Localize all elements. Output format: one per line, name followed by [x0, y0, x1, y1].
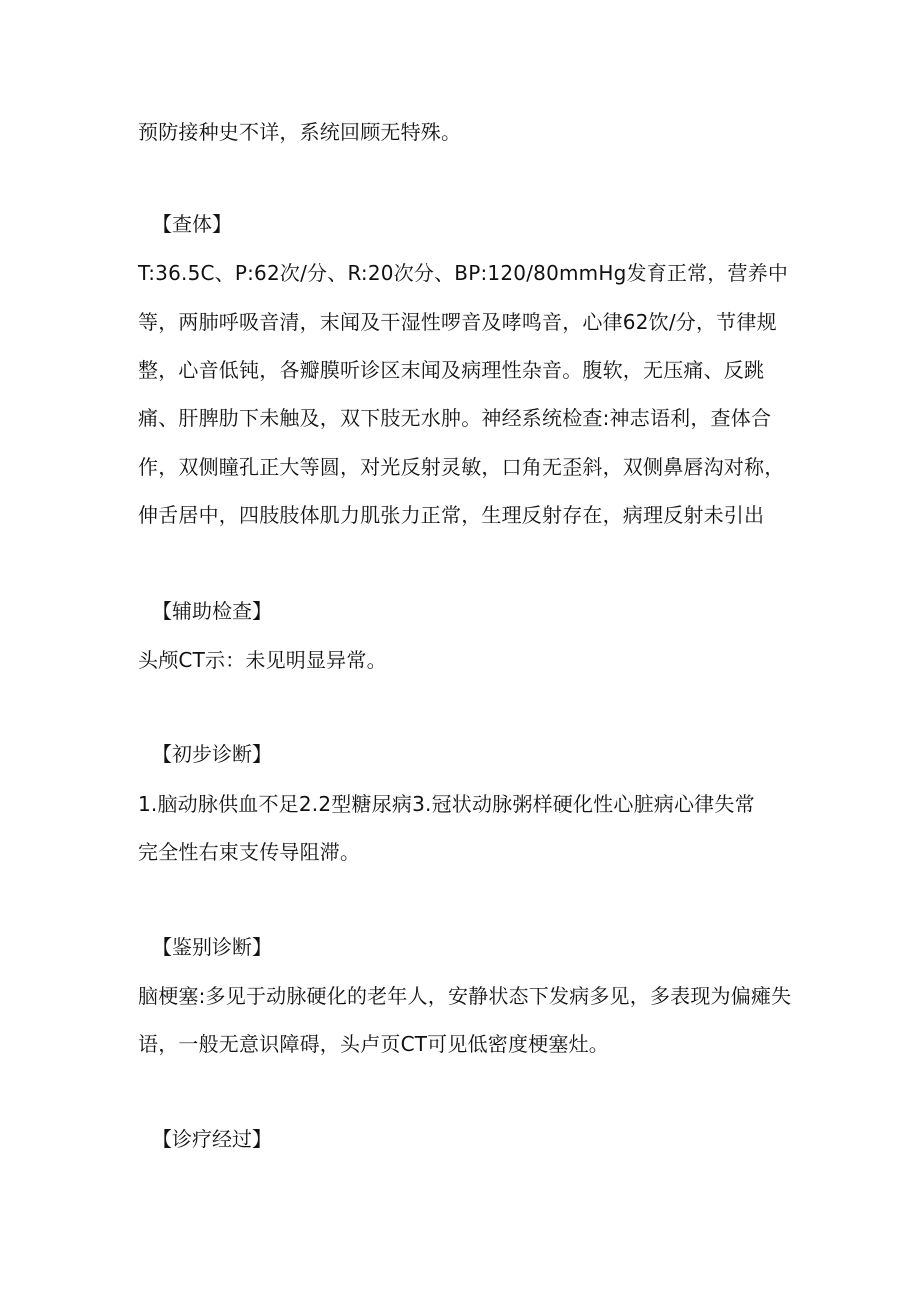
physical-exam-line: 痛、肝脾肋下未触及，双下肢无水肿。神经系统检查:神志语利，查体合 [138, 406, 772, 430]
preliminary-diagnosis-line: 完全性右束支传导阻滞。 [138, 840, 361, 864]
physical-exam-line: 整，心音低钝，各瓣膜听诊区末闻及病理性杂音。腹软，无压痛、反跳 [138, 358, 765, 382]
differential-diagnosis-line: 语，一般无意识障碍，头卢页CT可见低密度梗塞灶。 [138, 1032, 609, 1056]
intro-paragraph: 预防接种史不详，系统回顾无特殊。 [138, 120, 462, 144]
preliminary-diagnosis-heading: 【初步诊断】 [152, 742, 272, 766]
auxiliary-exam-line: 头颅CT示：未见明显异常。 [138, 648, 387, 672]
physical-exam-line: 作，双侧瞳孔正大等圆，对光反射灵敏，口角无歪斜，双侧鼻唇沟对称， [138, 455, 785, 479]
treatment-course-heading: 【诊疗经过】 [152, 1127, 272, 1151]
physical-exam-line: T:36.5C、P:62次/分、R:20次分、BP:120/80mmHg发育正常，营养中 [138, 261, 789, 285]
differential-diagnosis-heading: 【鉴别诊断】 [152, 935, 272, 959]
differential-diagnosis-line: 脑梗塞:多见于动脉硬化的老年人，安静状态下发病多见，多表现为偏瘫失 [138, 984, 792, 1008]
physical-exam-line: 等，两肺呼吸音清，末闻及干湿性啰音及哮鸣音，心律62饮/分，节律规 [138, 310, 777, 334]
physical-exam-line: 伸舌居中，四肢肢体肌力肌张力正常，生理反射存在，病理反射未引出 [138, 503, 765, 527]
preliminary-diagnosis-line: 1.脑动脉供血不足2.2型糖尿病3.冠状动脉粥样硬化性心脏病心律失常 [138, 792, 755, 816]
physical-exam-heading: 【查体】 [152, 212, 232, 236]
auxiliary-exam-heading: 【辅助检查】 [152, 599, 272, 623]
